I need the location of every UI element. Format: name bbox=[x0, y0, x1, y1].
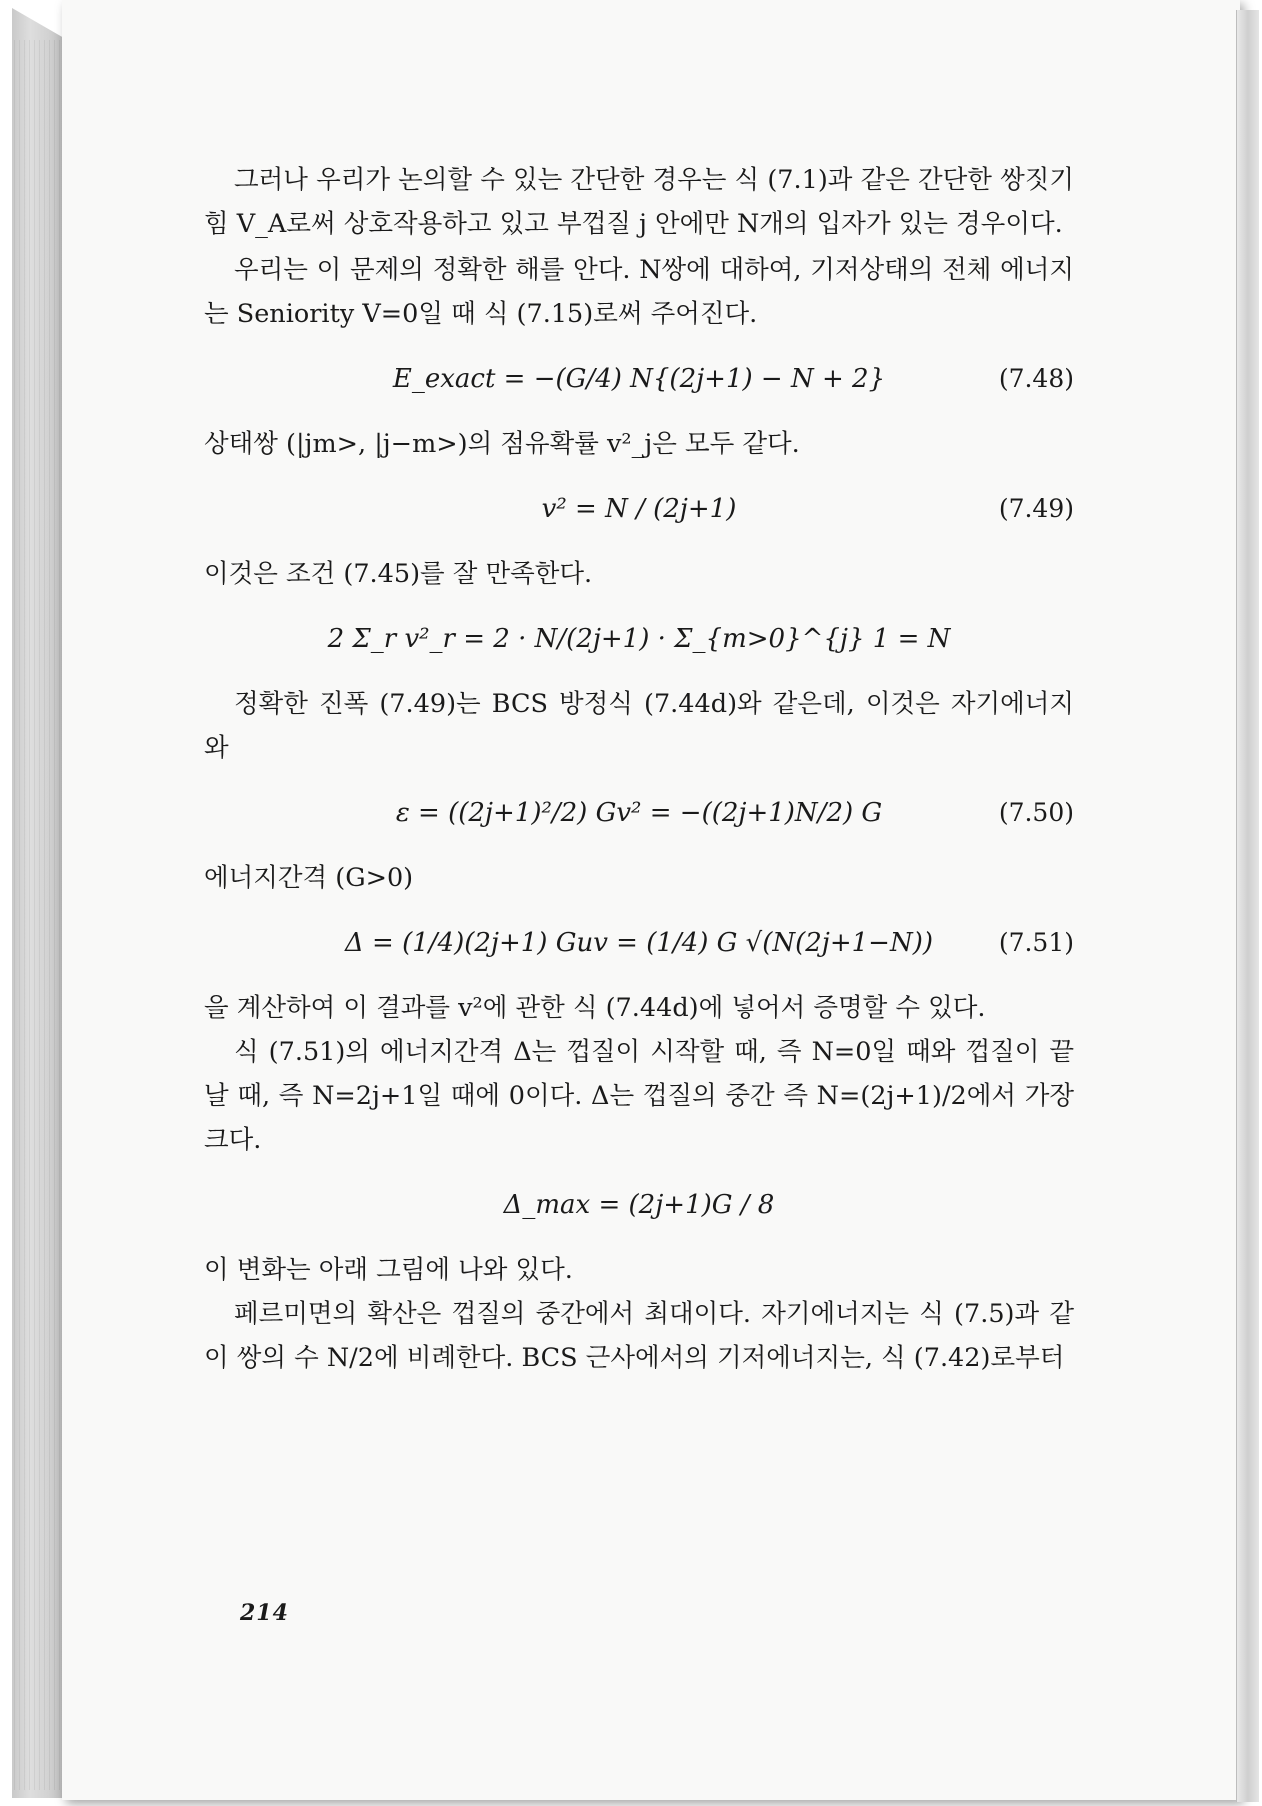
page-stack-edge bbox=[14, 40, 60, 1790]
equation-text: v² = N / (2j+1) bbox=[541, 494, 737, 524]
equation-number: (7.50) bbox=[998, 798, 1074, 827]
equation-7-50 bbox=[204, 778, 1074, 848]
equation-text: Δ = (1/4)(2j+1) Guv = (1/4) G √(N(2j+1−N)) bbox=[344, 928, 933, 958]
equation-text: Δ_max = (2j+1)G / 8 bbox=[503, 1190, 775, 1220]
paragraph-3: 상태쌍 (|jm>, |j−m>)의 점유확률 v²_j은 모두 같다. bbox=[204, 429, 800, 459]
equation-text: ε = ((2j+1)²/2) Gv² = −((2j+1)N/2) G bbox=[395, 798, 883, 828]
equation-7-51 bbox=[204, 908, 1074, 978]
equation-text: E_exact = −(G/4) N{(2j+1) − N + 2} bbox=[392, 364, 886, 394]
paragraph-9: 이 변화는 아래 그림에 나와 있다. bbox=[204, 1255, 573, 1285]
page-number: 214 bbox=[240, 1600, 289, 1626]
equation-text: 2 Σ_r v²_r = 2 · N/(2j+1) · Σ_{m>0}^{j} 1 = N bbox=[327, 624, 951, 654]
page-right-edge bbox=[1236, 10, 1259, 1802]
page-content bbox=[204, 158, 1074, 1380]
equation-number: (7.51) bbox=[998, 928, 1074, 957]
paragraph-7: 을 계산하여 이 결과를 v²에 관한 식 (7.44d)에 넣어서 증명할 수 있다. bbox=[204, 993, 986, 1023]
equation-number: (7.48) bbox=[998, 364, 1074, 393]
paragraph-1: 그러나 우리가 논의할 수 있는 간단한 경우는 식 (7.1)과 같은 간단한 쌍짓기 힘 V_A로써 상호작용하고 있고 부껍질 j 안에만 N개의 입자가 있는 경우이다. bbox=[204, 165, 1074, 239]
equation-sum bbox=[204, 604, 1074, 674]
equation-number: (7.49) bbox=[998, 494, 1074, 523]
equation-7-48 bbox=[204, 344, 1074, 414]
equation-delta-max bbox=[204, 1170, 1074, 1240]
paragraph-6: 에너지간격 (G>0) bbox=[204, 863, 414, 893]
equation-7-49 bbox=[204, 474, 1074, 544]
paragraph-5: 정확한 진폭 (7.49)는 BCS 방정식 (7.44d)와 같은데, 이것은 자기에너지와 bbox=[204, 689, 1074, 763]
paragraph-4: 이것은 조건 (7.45)를 잘 만족한다. bbox=[204, 559, 593, 589]
paragraph-8: 식 (7.51)의 에너지간격 Δ는 껍질이 시작할 때, 즉 N=0일 때와 껍질이 끝날 때, 즉 N=2j+1일 때에 0이다. Δ는 껍질의 중간 즉 N=(2j+1)/2에서 가장 크다. bbox=[204, 1037, 1074, 1155]
paragraph-10: 페르미면의 확산은 껍질의 중간에서 최대이다. 자기에너지는 식 (7.5)과 같이 쌍의 수 N/2에 비례한다. BCS 근사에서의 기저에너지는, 식 (7.42)로부터 bbox=[204, 1299, 1074, 1373]
paragraph-2: 우리는 이 문제의 정확한 해를 안다. N쌍에 대하여, 기저상태의 전체 에너지는 Seniority V=0일 때 식 (7.15)로써 주어진다. bbox=[204, 255, 1074, 329]
